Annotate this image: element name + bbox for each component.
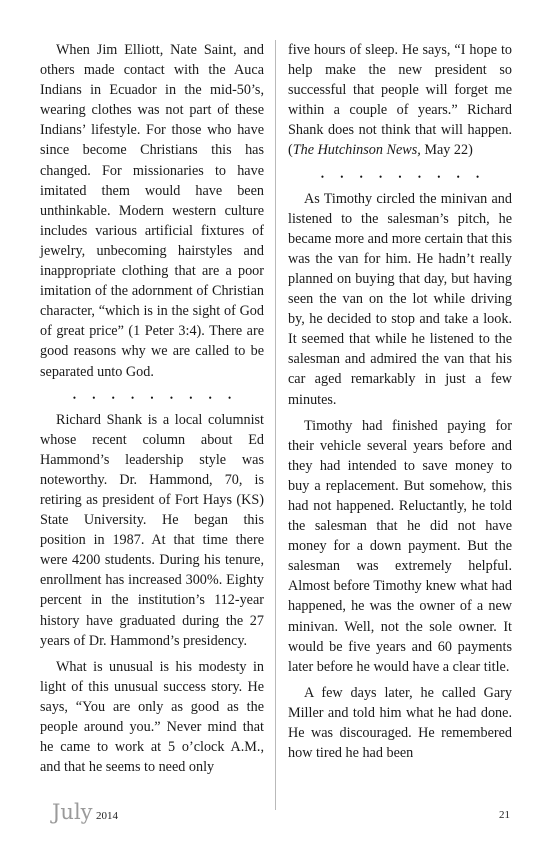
- citation-date: May 22): [420, 142, 473, 159]
- section-separator: • • • • • • • • •: [72, 392, 239, 403]
- body-paragraph: As Timothy circled the minivan and listened to the salesman’s pitch, he became more and more certain that this was the van for him. He hadn’t really planned on buying that day, but having seen the van on the lot while driving by, he decided to stop and take a look. It seemed that while he listened to the salesman and admired the van that his car aged remarkably in just a few minutes.: [288, 190, 512, 408]
- column-divider: [275, 40, 276, 810]
- section-separator: • • • • • • • • •: [320, 171, 487, 182]
- body-paragraph: Richard Shank is a local columnist whose recent column about Ed Hammond’s leadership style was noteworthy. Dr. Hammond, 70, is retiring as president of Fort Hays (KS) State University. He began this position in 1987. At that time there were 4200 students. During his tenure, enrollment has increased 300%. Eighty percent in the institution’s 112-year history have graduated during the 27 years of Dr. Hammond’s presidency.: [40, 411, 264, 649]
- page-number: 21: [499, 809, 510, 821]
- body-paragraph: When Jim Elliott, Nate Saint, and others made contact with the Auca Indians in Ecuador in the mid-50’s, wearing clothes was not part of these Indians’ lifestyle. For those who have since become Christians this has changed. For missionaries to have imitated them would have been unthinkable. Modern western culture includes various artificial fixtures of jewelry, unbecoming hairstyles and inappropriate clothing that are a poor imitation of the adornment of Christian character, “which is in the sight of God of great price” (1 Peter 3:4). There are good reasons why we are called to be separated unto God.: [40, 42, 264, 380]
- body-paragraph-continued: [288, 40, 512, 161]
- body-text: five hours of sleep. He says, “I hope to help make the new president so successful that people will forget me within a couple of years.” Richard Shank does not think that will happen. (: [288, 42, 512, 159]
- body-paragraph: What is unusual is his modesty in light of this unusual success story. He says, “You are only as good as the people around you.” Never mind that he came to work at 5 o’clock A.M., and that he seems to need only: [40, 658, 264, 776]
- footer-month: July: [52, 800, 93, 824]
- body-paragraph: Timothy had finished paying for their vehicle several years before and they had intended to save money to buy a replacement. But somehow, this had not happened. Reluctantly, he told the salesman that he did not have money for a down payment. But the salesman was extremely helpful. Almost before Timothy knew what had happened, he was the owner of a new minivan. Well, not the sole owner. It would be five years and 60 payments later before he would have a clear title.: [288, 417, 512, 675]
- body-paragraph: A few days later, he called Gary Miller and told him what he had done. He was discouraged. He remembered how tired he had been: [288, 684, 512, 762]
- left-column: [40, 40, 264, 783]
- right-column: [288, 40, 512, 769]
- source-citation: The Hutchinson News,: [292, 142, 421, 159]
- footer-year: 2014: [96, 810, 118, 822]
